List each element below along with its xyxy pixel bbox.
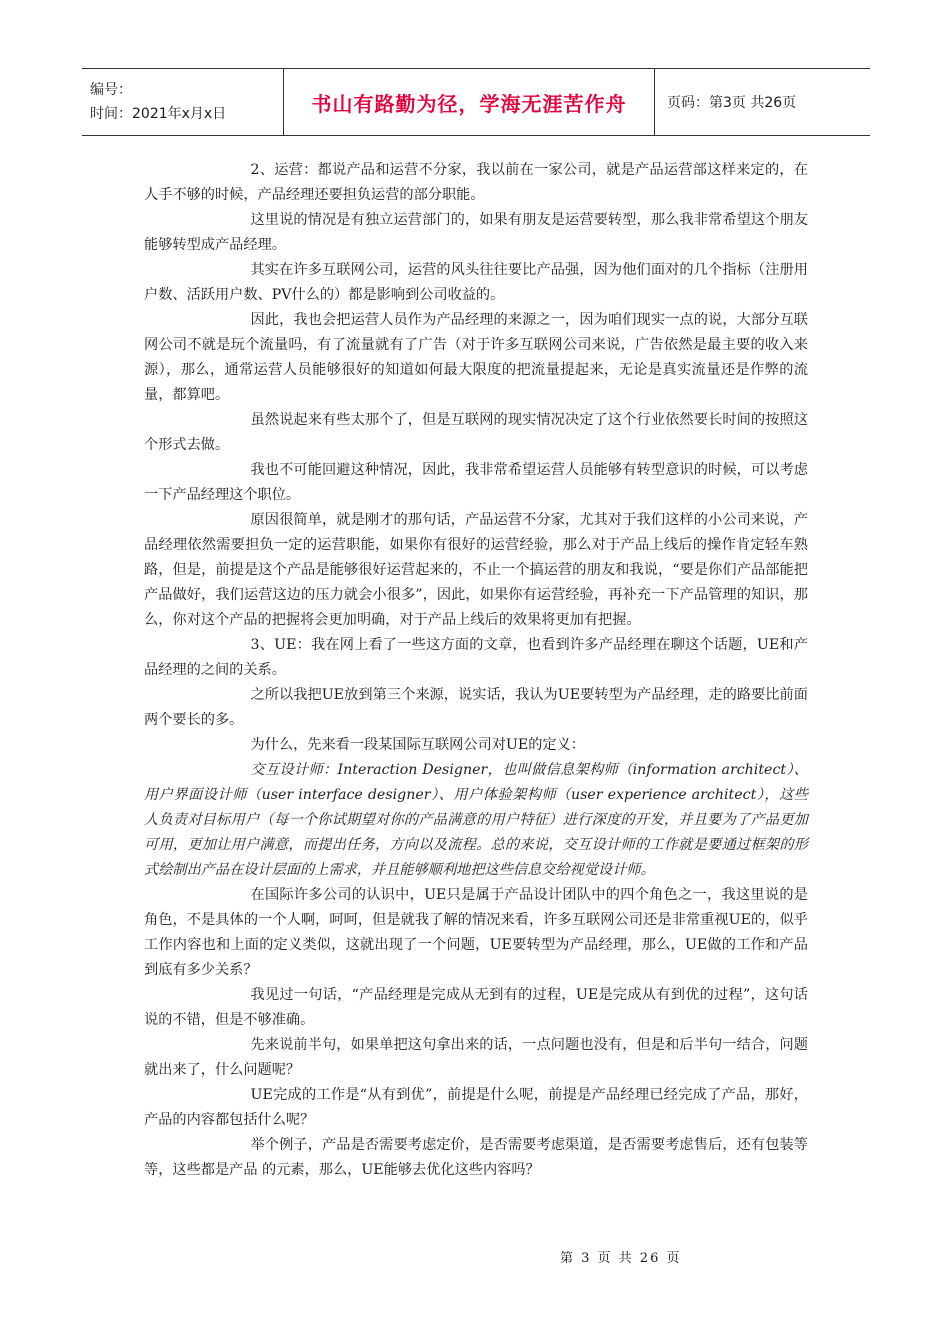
motto: 书山有路勤为径，学海无涯苦作舟 bbox=[311, 91, 627, 116]
document-body bbox=[144, 158, 808, 1183]
header-meta bbox=[82, 69, 283, 135]
paragraph: 之所以我把UE放到第三个来源，说实话，我认为UE要转型为产品经理，走的路要比前面两个要长的多。 bbox=[144, 687, 808, 728]
page-info: 页码：第3页 共26页 bbox=[667, 95, 797, 111]
paragraph: 先来说前半句，如果单把这句拿出来的话，一点问题也没有，但是和后半句一结合，问题就出来了，什么问题呢？ bbox=[144, 1037, 808, 1078]
paragraph: UE完成的工作是“从有到优”，前提是什么呢，前提是产品经理已经完成了产品，那好，产品的内容都包括什么呢？ bbox=[144, 1087, 808, 1128]
ue-definition-quote: 交互设计师：Interaction Designer，也叫做信息架构师（information architect）、用户界面设计师（user interface designer）、用户体验架构师（user experience architect），这些人负责对目标用户（每一个你试期望对你的产品满意的用户特征）进行深度的开发，并且要为了产品更加可用，更加让用户满意，而提出任务，方向以及流程。总的来说，交互设计师的工作就是要通过框架的形式绘制出产品在设计层面的上需求，并且能够顺利地把这些信息交给视觉设计师。 bbox=[144, 762, 808, 878]
date-label: 时间：2021年x月x日 bbox=[90, 106, 227, 122]
paragraph: 我也不可能回避这种情况，因此，我非常希望运营人员能够有转型意识的时候，可以考虑一下产品经理这个职位。 bbox=[144, 462, 808, 503]
paragraph: 其实在许多互联网公司，运营的风头往往要比产品强，因为他们面对的几个指标（注册用户数、活跃用户数、PV什么的）都是影响到公司收益的。 bbox=[144, 262, 808, 303]
paragraph: 3、UE：我在网上看了一些这方面的文章，也看到许多产品经理在聊这个话题，UE和产品经理的之间的关系。 bbox=[144, 637, 808, 678]
page-footer: 第 3 页 共 26 页 bbox=[560, 1251, 682, 1266]
paragraph: 2、运营：都说产品和运营不分家，我以前在一家公司，就是产品运营部这样来定的，在人手不够的时候，产品经理还要担负运营的部分职能。 bbox=[144, 162, 808, 203]
paragraph: 在国际许多公司的认识中，UE只是属于产品设计团队中的四个角色之一，我这里说的是角色，不是具体的一个人啊，呵呵，但是就我了解的情况来看，许多互联网公司还是非常重视UE的，似乎工作内容也和上面的定义类似，这就出现了一个问题，UE要转型为产品经理，那么，UE做的工作和产品到底有多少关系？ bbox=[144, 887, 808, 978]
paragraph: 为什么，先来看一段某国际互联网公司对UE的定义： bbox=[250, 737, 585, 753]
paragraph: 虽然说起来有些太那个了，但是互联网的现实情况决定了这个行业依然要长时间的按照这个形式去做。 bbox=[144, 412, 808, 453]
header-motto-cell bbox=[283, 69, 655, 135]
number-label: 编号： bbox=[90, 82, 132, 98]
page-header bbox=[82, 68, 870, 136]
header-page-info bbox=[655, 69, 870, 135]
paragraph: 因此，我也会把运营人员作为产品经理的来源之一，因为咱们现实一点的说，大部分互联网公司不就是玩个流量吗，有了流量就有了广告（对于许多互联网公司来说，广告依然是最主要的收入来源），那么，通常运营人员能够很好的知道如何最大限度的把流量提起来，无论是真实流量还是作弊的流量，都算吧。 bbox=[144, 312, 808, 403]
paragraph: 举个例子，产品是否需要考虑定价，是否需要考虑渠道，是否需要考虑售后，还有包装等等，这些都是产品 的元素，那么，UE能够去优化这些内容吗？ bbox=[144, 1137, 808, 1178]
paragraph: 这里说的情况是有独立运营部门的，如果有朋友是运营要转型，那么我非常希望这个朋友能够转型成产品经理。 bbox=[144, 212, 808, 253]
paragraph: 我见过一句话，“产品经理是完成从无到有的过程，UE是完成从有到优的过程”，这句话说的不错，但是不够准确。 bbox=[144, 987, 808, 1028]
paragraph: 原因很简单，就是刚才的那句话，产品运营不分家，尤其对于我们这样的小公司来说，产品经理依然需要担负一定的运营职能，如果你有很好的运营经验，那么对于产品上线后的操作肯定轻车熟路，但是，前提是这个产品是能够很好运营起来的，不止一个搞运营的朋友和我说，“要是你们产品部能把产品做好，我们运营这边的压力就会小很多”，因此，如果你有运营经验，再补充一下产品管理的知识，那么，你对这个产品的把握将会更加明确，对于产品上线后的效果将更加有把握。 bbox=[144, 512, 808, 628]
